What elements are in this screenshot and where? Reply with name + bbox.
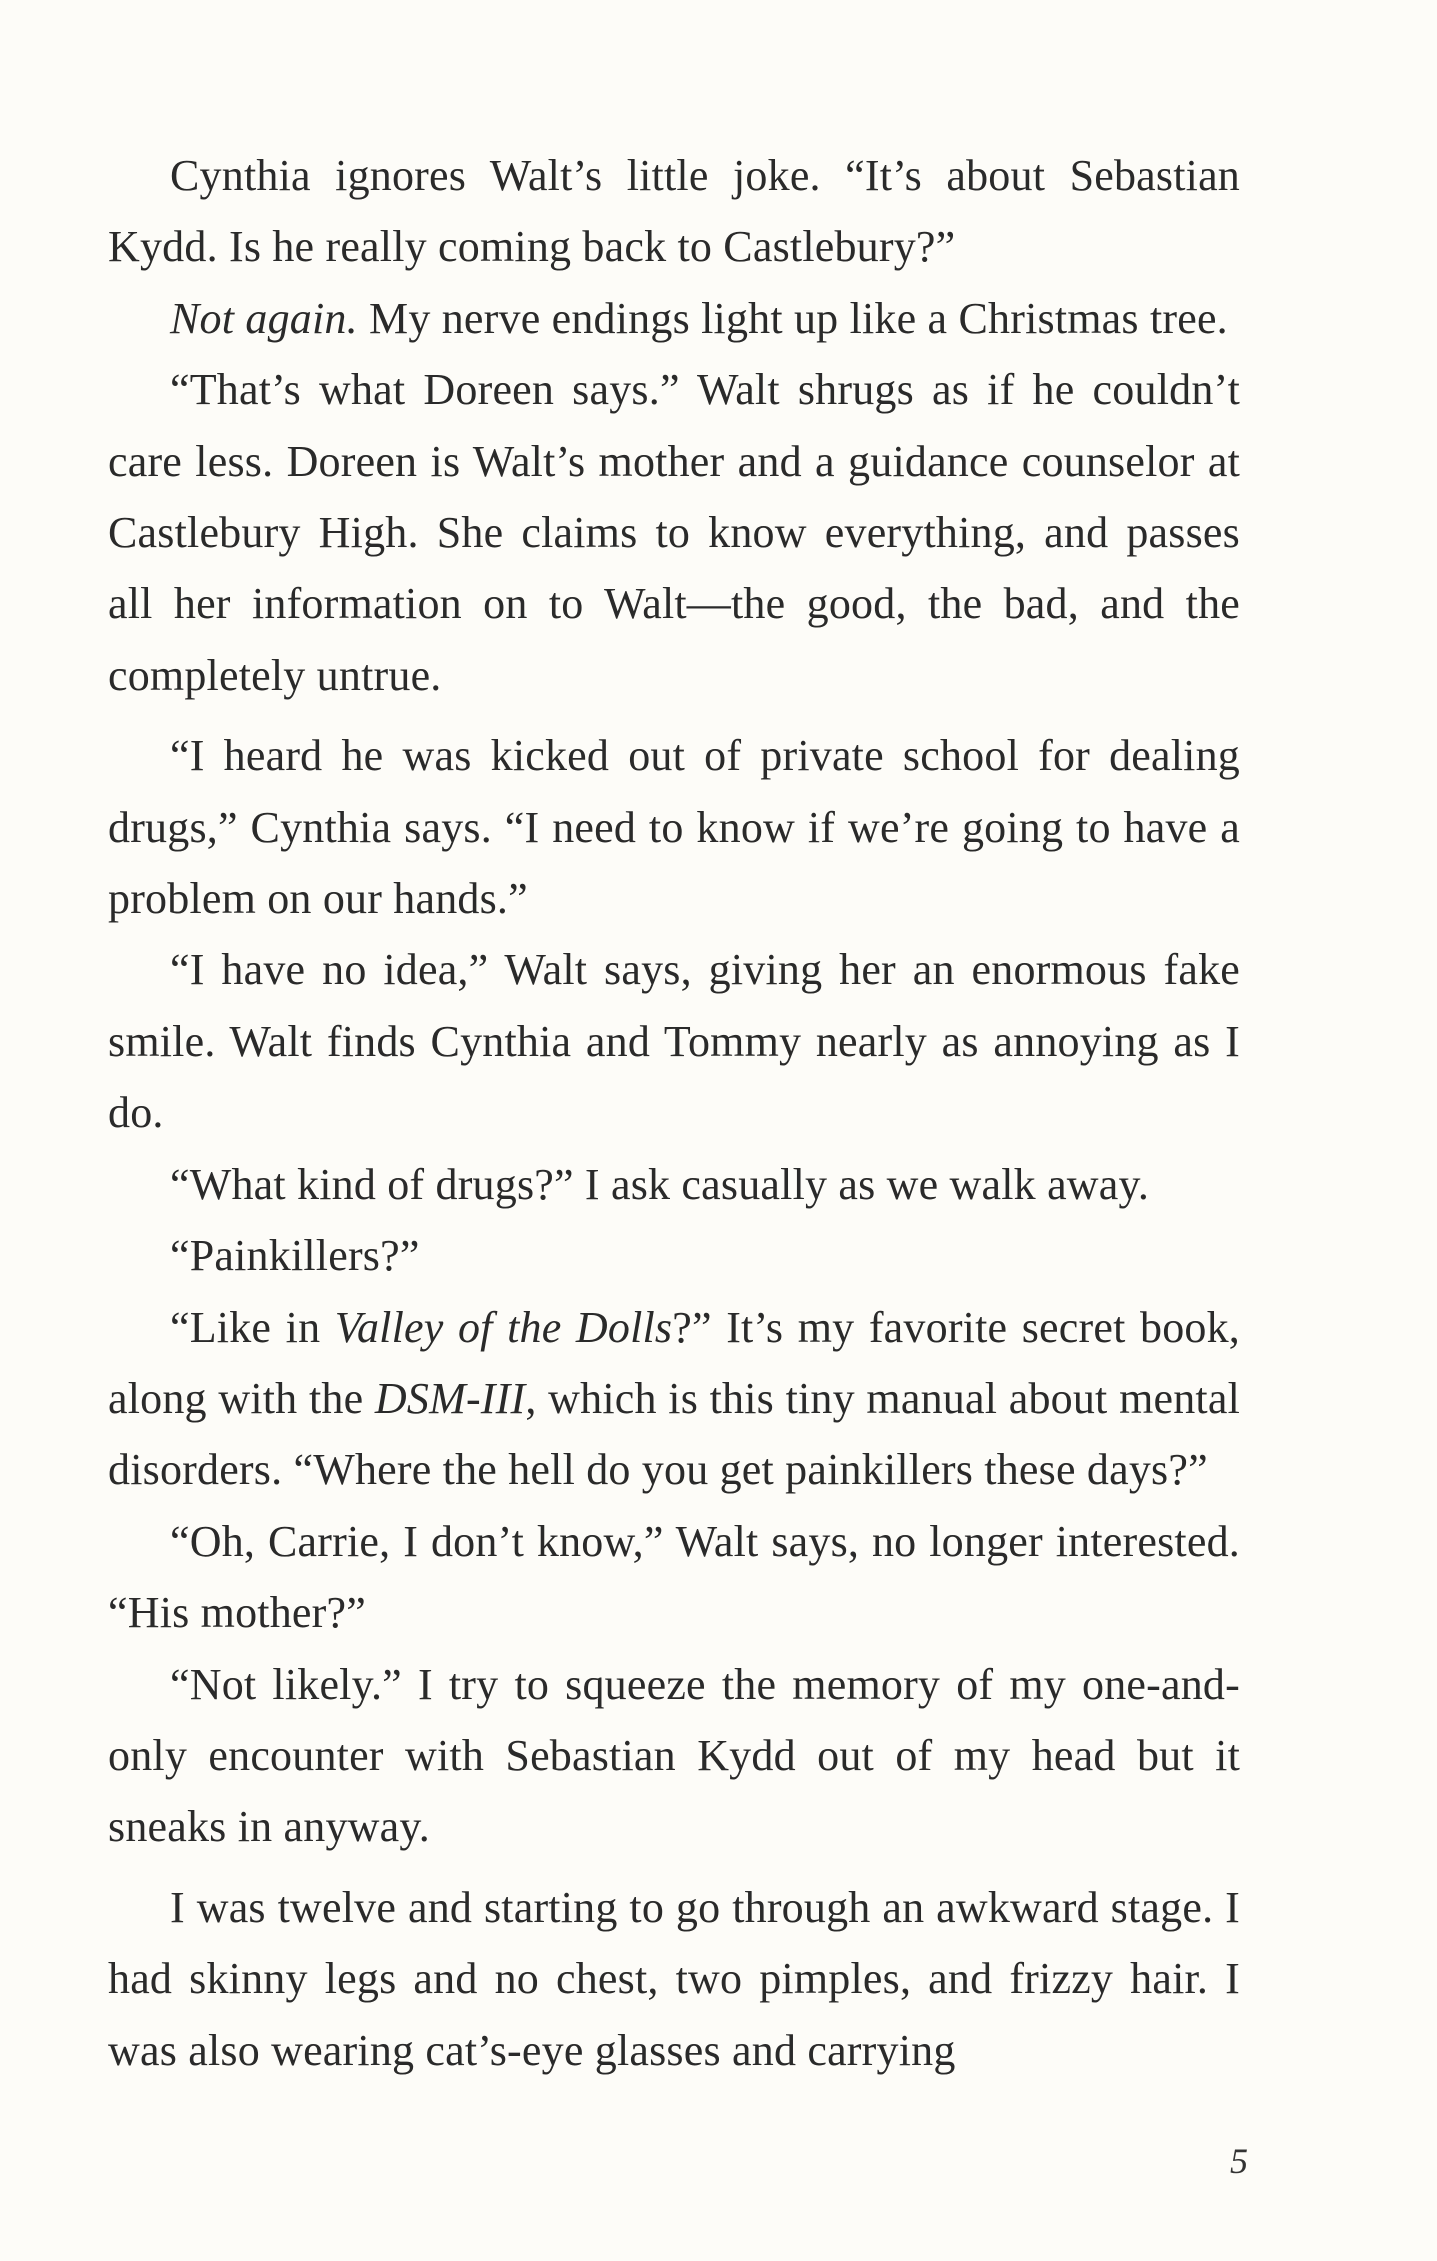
text-run: , which is this tiny manual about mental disorders. “Where the hell do you get painkillers these days?”: [108, 1373, 1240, 1495]
text-run: ?” It’s my favorite secret book, along with the: [108, 1302, 1241, 1423]
paragraph: [108, 1506, 1240, 1649]
paragraph: [108, 283, 1240, 354]
text-run: “What kind of drugs?” I ask casually as we walk away.: [170, 1159, 1150, 1209]
text-run: “Like in: [170, 1302, 335, 1352]
page-number: 5: [1230, 2141, 1248, 2181]
text-run: “That’s what Doreen says.” Walt shrugs as if he couldn’t care less. Doreen is Walt’s mother and a guidance counselor at Castlebury High. She claims to know everything, and passes all her information on to Walt—the good, the bad, and the completely untrue.: [108, 365, 1240, 700]
text-run: “I have no idea,” Walt says, giving her an enormous fake smile. Walt finds Cynthia and Tommy nearly as annoying as I do.: [108, 945, 1240, 1138]
text-run: “Not likely.” I try to squeeze the memory of my one-and-only encounter with Sebastian Kydd out of my head but it sneaks in anyway.: [108, 1659, 1240, 1852]
paragraph: [108, 1872, 1240, 2086]
paragraph: [108, 140, 1240, 283]
text-run: I was twelve and starting to go through an awkward stage. I had skinny legs and no chest, two pimples, and frizzy hair. I was also wearing cat’s-eye glasses and carrying: [108, 1882, 1240, 2075]
text-run: Cynthia ignores Walt’s little joke. “It’s about Sebastian Kydd. Is he really coming back to Castlebury?”: [108, 151, 1240, 272]
body-text: [108, 140, 1240, 2086]
italic-text: DSM-III: [374, 1373, 526, 1423]
paragraph: [108, 934, 1240, 1148]
paragraph: [108, 1649, 1240, 1863]
paragraph: [108, 720, 1240, 934]
italic-text: Not again.: [170, 293, 358, 343]
text-run: “Painkillers?”: [170, 1231, 420, 1281]
paragraph: [108, 1292, 1240, 1506]
paragraph: [108, 1149, 1240, 1220]
text-run: “Oh, Carrie, I don’t know,” Walt says, no longer interested. “His mother?”: [108, 1516, 1240, 1638]
paragraph: [108, 354, 1240, 711]
text-run: “I heard he was kicked out of private school for dealing drugs,” Cynthia says. “I need to know if we’re going to have a problem on our hands.”: [108, 731, 1240, 924]
italic-text: Valley of the Dolls: [334, 1302, 673, 1352]
paragraph: [108, 1220, 1240, 1291]
text-run: My nerve endings light up like a Christmas tree.: [357, 293, 1228, 343]
